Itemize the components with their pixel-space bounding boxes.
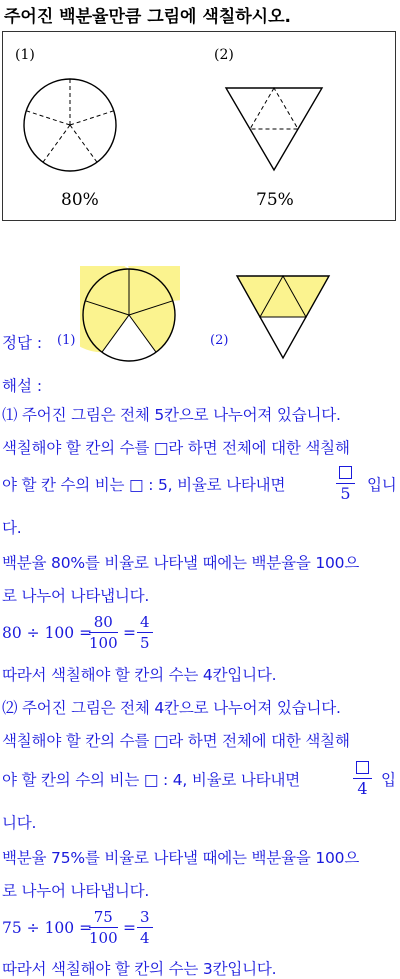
question-title: 주어진 백분율만큼 그림에 색칠하시오. — [4, 7, 291, 27]
explanation-heading: 해설 : — [2, 377, 43, 395]
explanation-p2-equation-equals: = — [123, 919, 136, 937]
explanation-p1-line1: ⑴ 주어진 그림은 전체 5칸으로 나누어져 있습니다. — [2, 406, 341, 424]
fraction-box-icon — [339, 466, 352, 479]
explanation-p1-equation-equals: = — [123, 624, 136, 642]
explanation-p1-equation-frac1: $\frac{80}{100}$ — [89, 613, 118, 652]
explanation-p2-line2: 색칠해야 할 칸의 수를 □라 하면 전체에 대한 색칠해 — [2, 732, 350, 750]
explanation-p1-line6: 로 나누어 나타냅니다. — [2, 587, 150, 605]
explanation-p2-line6: 로 나누어 나타냅니다. — [2, 882, 150, 900]
answer-label: 정답 : — [2, 334, 43, 352]
explanation-p2-line8: 따라서 색칠해야 할 칸의 수는 3칸입니다. — [2, 960, 277, 978]
explanation-p2-fraction: 4 — [353, 758, 372, 799]
question-item-1-label: (1) — [15, 47, 35, 63]
explanation-p2-line3: 야 할 칸의 수의 비는 □ : 4, 비율로 나타내면 — [2, 771, 300, 789]
explanation-p1-line4: 다. — [2, 519, 22, 537]
explanation-p2-line5: 백분율 75%를 비율로 나타낼 때에는 백분율을 100으 — [2, 849, 360, 867]
explanation-p2-equation-frac1: $\frac{75}{100}$ — [89, 908, 118, 947]
explanation-p2-line4: 니다. — [2, 814, 37, 832]
explanation-p1-line2: 색칠해야 할 칸의 수를 □라 하면 전체에 대한 색칠해 — [2, 439, 350, 457]
explanation-p2-line3-end: 입 — [381, 771, 396, 789]
explanation-p1-equation-lhs: 80 ÷ 100 = — [2, 624, 93, 642]
explanation-p1-line3-end: 입니 — [367, 476, 397, 494]
explanation-p1-fraction: 5 — [336, 463, 355, 504]
explanation-p2-line1: ⑵ 주어진 그림은 전체 4칸으로 나누어져 있습니다. — [2, 699, 341, 717]
fraction-box-icon — [356, 761, 369, 774]
question-item-1-percent: 80% — [61, 190, 99, 210]
explanation-p1-line8: 따라서 색칠해야 할 칸의 수는 4칸입니다. — [2, 666, 277, 684]
question-item-2-percent: 75% — [256, 190, 294, 210]
explanation-p1-line3: 야 할 칸 수의 비는 □ : 5, 비율로 나타내면 — [2, 476, 286, 494]
explanation-p2-equation-lhs: 75 ÷ 100 = — [2, 919, 93, 937]
answer-item-1-label: (1) — [57, 333, 76, 348]
explanation-p2-equation-frac2: $\frac{3}{4}$ — [137, 907, 153, 948]
explanation-p1-equation-frac2: $\frac{4}{5}$ — [137, 612, 153, 653]
explanation-p1-line5: 백분율 80%를 비율로 나타낼 때에는 백분율을 100으 — [2, 554, 360, 572]
answer-circle-figure — [80, 266, 180, 366]
question-circle-figure — [22, 75, 128, 181]
answer-triangle-figure — [232, 272, 336, 364]
question-triangle-figure — [220, 80, 330, 176]
question-item-2-label: (2) — [214, 47, 234, 63]
answer-item-2-label: (2) — [210, 333, 229, 348]
